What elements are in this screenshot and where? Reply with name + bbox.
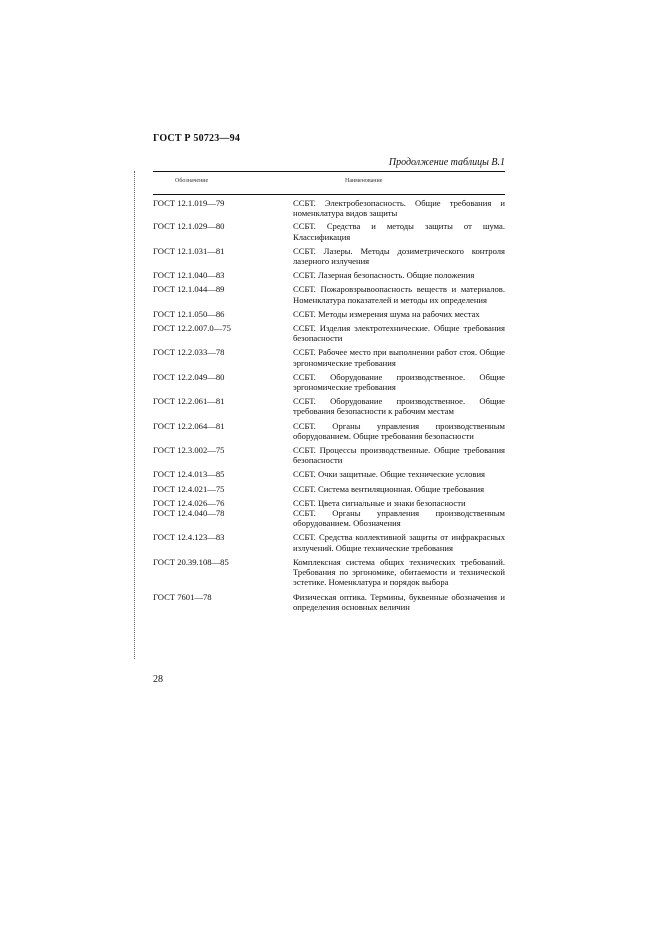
standard-code: ГОСТ 12.2.061—81: [153, 396, 225, 407]
standard-code: ГОСТ 12.4.040—78: [153, 508, 225, 519]
standard-code: ГОСТ 12.4.021—75: [153, 483, 225, 494]
column-divider: [134, 171, 135, 659]
standard-code: ГОСТ 12.1.019—79: [153, 198, 225, 208]
table-header: [153, 171, 505, 195]
standard-title: ССБТ. Электробезопасность. Общие требования и номенклатура видов защиты: [293, 198, 505, 219]
standard-code: ГОСТ 12.1.029—80: [153, 221, 225, 232]
table-continuation-caption: Продолжение таблицы В.1: [388, 157, 505, 168]
table-row: [153, 592, 505, 612]
table-row: [153, 347, 505, 367]
standard-title: ССБТ. Лазеры. Методы дозиметрического контроля лазерного излучения: [293, 245, 505, 267]
table-row: [153, 284, 505, 304]
table-row: [153, 469, 505, 479]
standard-title: ССБТ. Органы управления производственным оборудованием. Обозначения: [293, 508, 505, 529]
standard-title: ССБТ. Очки защитные. Общие технические условия: [293, 469, 486, 480]
standard-code: ГОСТ 12.1.040—83: [153, 270, 225, 281]
table-body: [153, 198, 505, 612]
standard-title: ССБТ. Система вентиляционная. Общие требования: [293, 483, 485, 494]
standard-title: ССБТ. Пожаровзрывоопасность веществ и материалов. Номенклатура показателей и методы их определения: [293, 284, 505, 305]
table-row: [153, 498, 505, 508]
column-header-name: Наименование: [345, 178, 383, 184]
table-row: [153, 484, 505, 494]
standard-title: ССБТ. Средства коллективной защиты от инфракрасных излучений. Общие технические требования: [293, 532, 505, 553]
standard-code: ГОСТ 12.2.064—81: [153, 420, 225, 431]
standard-title: ССБТ. Рабочее место при выполнении работ стоя. Общие эргономические требования: [293, 347, 505, 368]
standard-title: Физическая оптика. Термины, буквенные обозначения и определения основных величин: [293, 591, 505, 612]
standard-title: ССБТ. Процессы производственные. Общие требования безопасности: [293, 445, 505, 466]
standard-code: ГОСТ 12.4.013—85: [153, 469, 225, 480]
table-row: [153, 396, 505, 416]
standard-code: ГОСТ 12.2.033—78: [153, 347, 225, 358]
table-row: [153, 557, 505, 588]
document-header: ГОСТ Р 50723—94: [153, 133, 241, 144]
standard-code: ГОСТ 7601—78: [153, 591, 212, 602]
table-row: [153, 445, 505, 465]
table-row: [153, 309, 505, 319]
standard-title: ССБТ. Органы управления производственным оборудованием. Общие требования безопасности: [293, 420, 505, 441]
standard-code: ГОСТ 12.4.123—83: [153, 532, 225, 543]
table-row: [153, 372, 505, 392]
table-row: [153, 323, 505, 343]
standard-code: ГОСТ 12.1.050—86: [153, 308, 225, 319]
standard-code: ГОСТ 12.2.049—80: [153, 371, 225, 382]
standard-code: ГОСТ 12.1.031—81: [153, 245, 225, 256]
standard-code: ГОСТ 12.4.026—76: [153, 497, 225, 508]
standard-code: ГОСТ 12.3.002—75: [153, 445, 225, 456]
standard-title: ССБТ. Оборудование производственное. Общие эргономические требования: [293, 371, 505, 393]
standard-title: Комплексная система общих технических требований. Требования по эргономике, обитаемости и технической эстетике. Номенклатура и порядок выбора: [293, 556, 505, 588]
standard-title: ССБТ. Цвета сигнальные и знаки безопасности: [293, 497, 466, 508]
page-number: 28: [153, 674, 163, 685]
table-row: [153, 198, 505, 218]
table-row: [153, 221, 505, 241]
column-header-designation: Обозначение: [175, 178, 209, 184]
standard-title: ССБТ. Оборудование производственное. Общие требования безопасности к рабочим местам: [293, 396, 505, 417]
table-row: [153, 532, 505, 552]
standard-title: ССБТ. Средства и методы защиты от шума. Классификация: [293, 221, 505, 242]
table-row: [153, 246, 505, 266]
table-row: [153, 508, 505, 528]
standard-code: ГОСТ 12.1.044—89: [153, 284, 225, 295]
standard-title: ССБТ. Изделия электротехнические. Общие требования безопасности: [293, 323, 505, 344]
standard-title: ССБТ. Методы измерения шума на рабочих местах: [293, 308, 480, 319]
standards-table: [153, 171, 505, 612]
table-row: [153, 270, 505, 280]
standard-code: ГОСТ 20.39.108—85: [153, 556, 229, 567]
table-row: [153, 421, 505, 441]
standard-title: ССБТ. Лазерная безопасность. Общие положения: [293, 270, 475, 281]
standard-code: ГОСТ 12.2.007.0—75: [153, 323, 231, 334]
